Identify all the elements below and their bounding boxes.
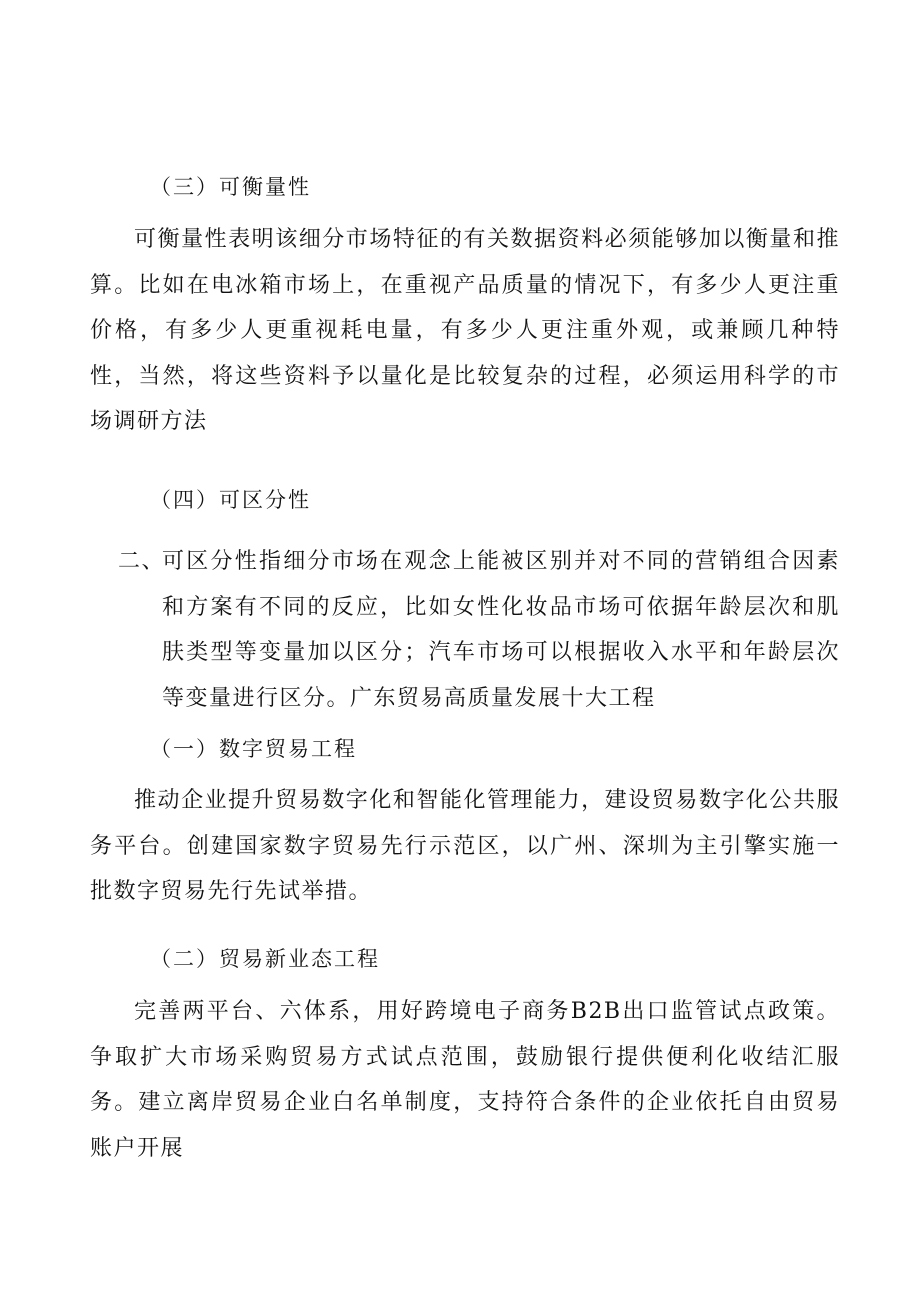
list-item-text: 可区分性指细分市场在观念上能被区别并对不同的营销组合因素和方案有不同的反应，比如女性化妆品市场可依据年龄层次和肌肤类型等变量加以区分；汽车市场可以根据收入水平和年龄层次等变量进行区分。广东贸易高质量发展十大工程 <box>162 549 840 711</box>
section-heading-new-trade-formats: （二）贸易新业态工程 <box>150 947 380 971</box>
paragraph-measurability: 可衡量性表明该细分市场特征的有关数据资料必须能够加以衡量和推算。比如在电冰箱市场上，在重视产品质量的情况下，有多少人更注重价格，有多少人更重视耗电量，有多少人更注重外观，或兼顾几种特性，当然，将这些资料予以量化是比较复杂的过程，必须运用科学的市场调研方法 <box>90 227 840 434</box>
section-heading-measurability: （三）可衡量性 <box>150 175 311 199</box>
section-heading-digital-trade: （一）数字贸易工程 <box>150 737 357 761</box>
numbered-list-item <box>118 539 840 721</box>
section-heading-distinguishability: （四）可区分性 <box>150 488 311 512</box>
paragraph-digital-trade: 推动企业提升贸易数字化和智能化管理能力，建设贸易数字化公共服务平台。创建国家数字贸易先行示范区，以广州、深圳为主引擎实施一批数字贸易先行先试举措。 <box>90 788 840 904</box>
list-item-number: 二、 <box>118 549 166 574</box>
paragraph-new-trade-formats: 完善两平台、六体系，用好跨境电子商务B2B出口监管试点政策。争取扩大市场采购贸易方式试点范围，鼓励银行提供便利化收结汇服务。建立离岸贸易企业白名单制度，支持符合条件的企业依托自由贸易账户开展 <box>90 999 840 1161</box>
